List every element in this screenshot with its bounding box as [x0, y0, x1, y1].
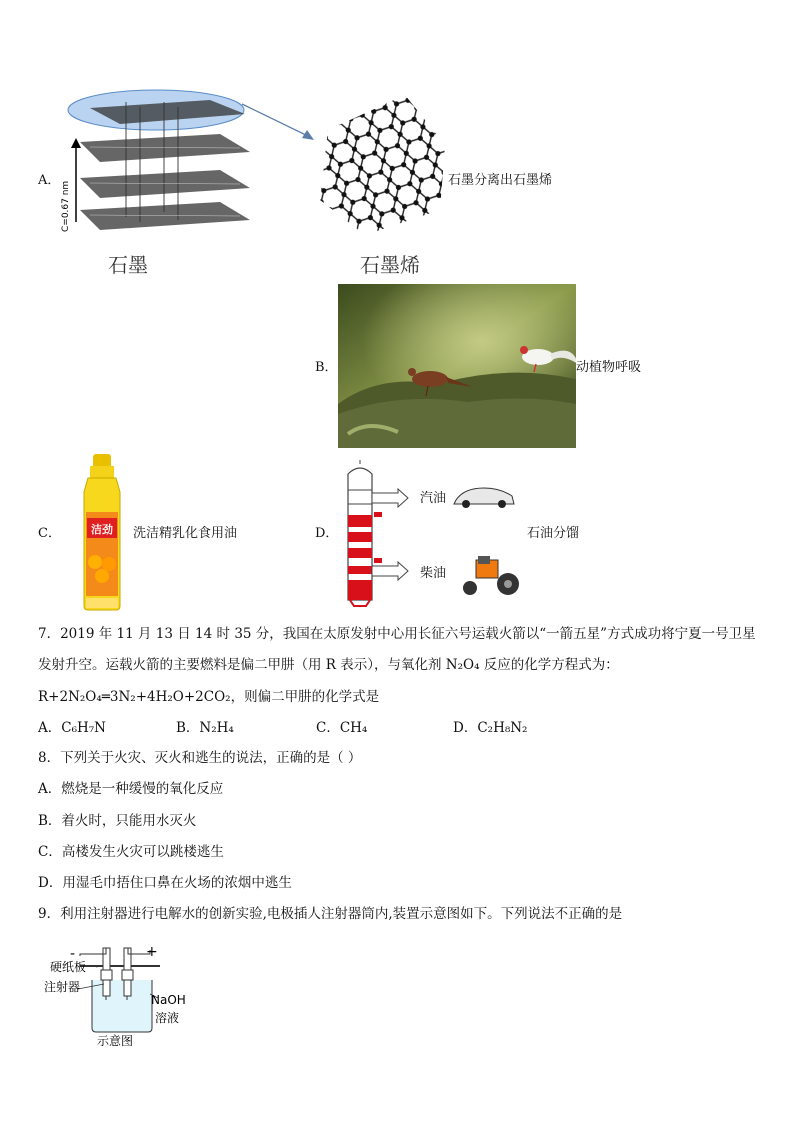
syringe-label: 注射器	[44, 980, 81, 994]
naoh-label: NaOH	[151, 993, 186, 1007]
q8-option-c: C．高楼发生火灾可以跳楼逃生	[38, 844, 224, 860]
plus-sign: +	[146, 944, 158, 960]
axis-label: C=0.67 nm	[61, 180, 71, 232]
diagram-caption: 示意图	[97, 1034, 134, 1048]
option-b-caption: 动植物呼吸	[576, 360, 642, 375]
q7-number: 7．	[38, 626, 61, 642]
q7-option-c: C．CH₄	[316, 720, 368, 736]
option-d-letter: D．	[315, 526, 339, 541]
q8-option-d: D．用湿毛巾捂住口鼻在火场的浓烟中逃生	[38, 875, 292, 891]
diesel-label: 柴油	[420, 566, 447, 581]
q7-option-d: D．C₂H₈N₂	[453, 720, 528, 736]
q8-option-a: A．燃烧是一种缓慢的氧化反应	[38, 781, 224, 797]
graphite-label: 石墨	[108, 253, 148, 277]
electrolysis-diagram	[40, 940, 200, 1050]
q7-line3: R+2N₂O₄═3N₂+4H₂O+2CO₂，则偏二甲肼的化学式是	[38, 689, 380, 705]
q7-option-b: B．N₂H₄	[176, 720, 234, 736]
graphene-label: 石墨烯	[360, 253, 420, 277]
minus-sign: -	[70, 946, 76, 962]
option-c-letter: C．	[38, 526, 61, 541]
q9-stem: 9．利用注射器进行电解水的创新实验,电极插人注射器筒内,装置示意图如下。下列说法不正确的是	[38, 906, 623, 922]
option-a-caption: 石墨分离出石墨烯	[448, 173, 553, 188]
birds-photo	[338, 284, 576, 448]
bottle-brand: 洁劲	[91, 523, 113, 536]
q8-option-b: B．着火时，只能用水灭火	[38, 813, 197, 829]
option-b-letter: B．	[315, 360, 338, 375]
q7-line1: 7．2019 年 11 月 13 日 14 时 35 分，我国在太原发射中心用长征六号运载火箭以“一箭五星”方式成功将宁夏一号卫星	[38, 626, 756, 642]
fractionating-column-diagram	[340, 460, 530, 608]
gasoline-label: 汽油	[420, 491, 447, 506]
cardboard-label: 硬纸板	[50, 960, 87, 974]
graphite-structure-image	[60, 82, 260, 237]
option-d-caption: 石油分馏	[527, 526, 580, 541]
q8-stem: 8．下列关于火灾、灭火和逃生的说法，正确的是（ ）	[38, 750, 362, 766]
solution-label: 溶液	[155, 1011, 180, 1025]
option-a-letter: A．	[38, 173, 61, 188]
q7-line2: 发射升空。运载火箭的主要燃料是偏二甲肼（用 R 表示），与氧化剂 N₂O₄ 反应的化学方程式为：	[38, 657, 619, 673]
detergent-bottle-image	[80, 452, 124, 612]
separation-arrow	[240, 100, 320, 145]
option-c-caption: 洗洁精乳化食用油	[133, 526, 238, 541]
q7-option-a: A．C₆H₇N	[38, 720, 106, 736]
graphene-structure-image	[310, 90, 450, 238]
